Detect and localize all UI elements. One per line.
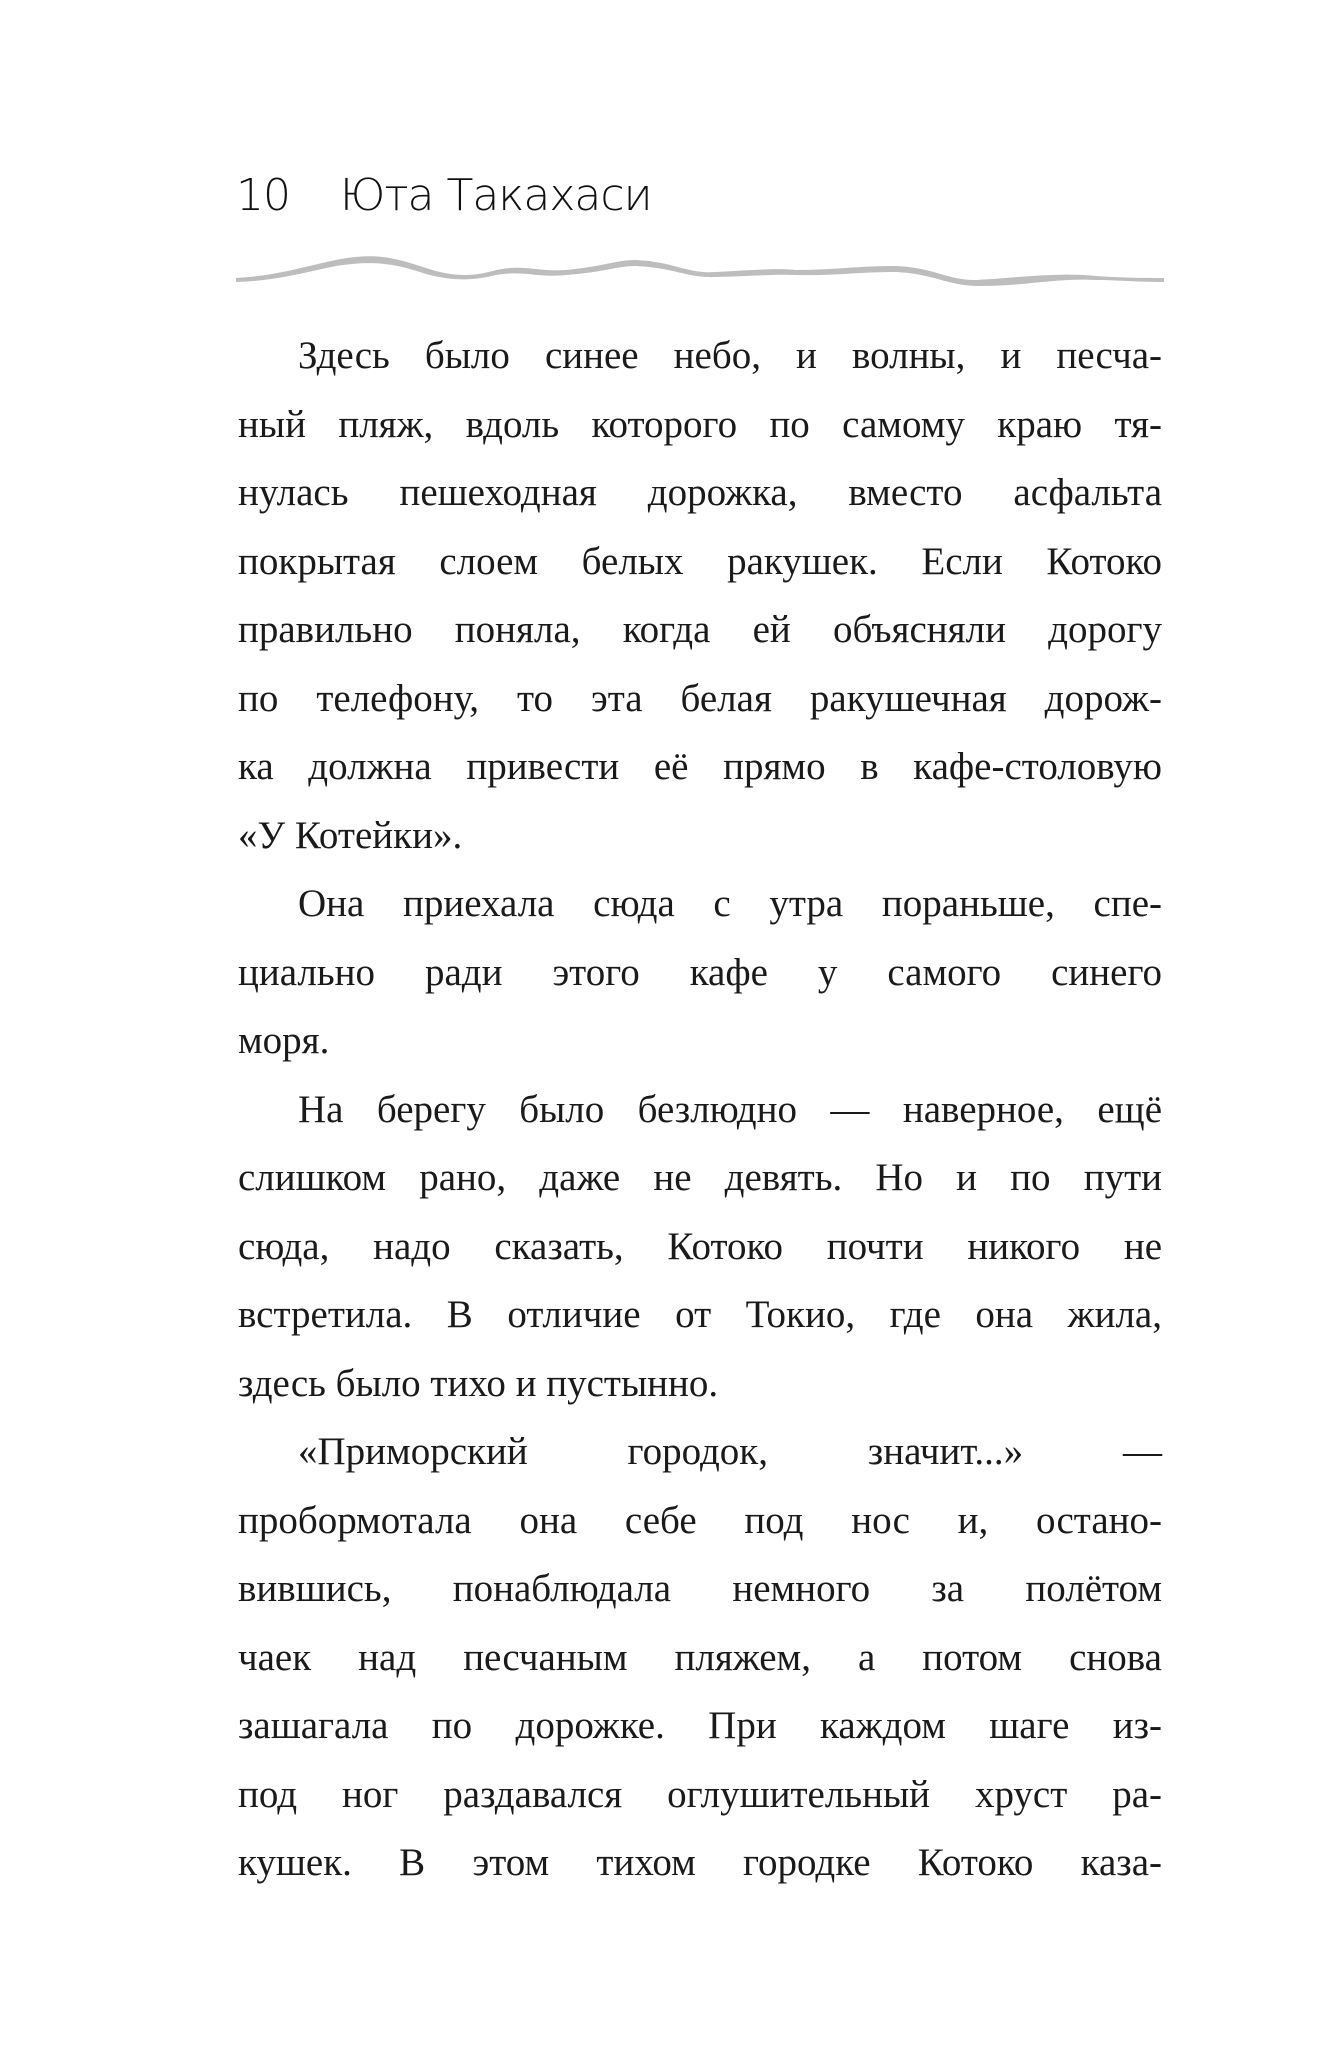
text-line: На берегу было безлюдно — наверное, ещё (298, 1087, 1162, 1131)
text-line: встретила. В отличие от Токио, где она жила, (238, 1293, 1162, 1336)
text-line: кушек. В этом тихом городке Котоко каза- (238, 1841, 1162, 1884)
text-line: нулась пешеходная дорожка, вместо асфальта (238, 471, 1162, 514)
text-line: сюда, надо сказать, Котоко почти никого не (238, 1224, 1162, 1268)
text-line: вившись, понаблюдала немного за полётом (238, 1567, 1162, 1610)
text-line: пробормотала она себе под нос и, остано- (238, 1498, 1162, 1542)
text-line: чаек над песчаным пляжем, а потом снова (238, 1635, 1162, 1679)
text-line: по телефону, то эта белая ракушечная дорож- (238, 676, 1162, 720)
author-name: Юта Такахаси (340, 170, 652, 221)
text-line: Здесь было синее небо, и волны, и песча- (298, 334, 1162, 377)
text-line: покрытая слоем белых ракушек. Если Котоко (238, 539, 1162, 583)
page-number: 10 (236, 170, 290, 221)
text-line: «У Котейки». (238, 813, 463, 857)
text-line: циально ради этого кафе у самого синего (238, 950, 1162, 994)
text-line: правильно поняла, когда ей объясняли дорогу (238, 608, 1162, 651)
text-line: «Приморский городок, значит...» — (298, 1430, 1162, 1473)
text-line: под ног раздавался оглушительный хруст ра- (238, 1772, 1162, 1816)
text-line: моря. (238, 1019, 330, 1062)
body-text (238, 322, 1162, 1898)
text-line: зашагала по дорожке. При каждом шаге из- (238, 1704, 1162, 1747)
running-header (236, 170, 652, 221)
text-line: ка должна привести её прямо в кафе-столовую (238, 745, 1162, 788)
text-line: Она приехала сюда с утра пораньше, спе- (298, 882, 1162, 925)
text-line: слишком рано, даже не девять. Но и по пути (238, 1156, 1162, 1199)
text-line: ный пляж, вдоль которого по самому краю тя- (238, 402, 1162, 446)
text-line: здесь было тихо и пустынно. (238, 1361, 719, 1405)
wave-divider (236, 248, 1164, 288)
